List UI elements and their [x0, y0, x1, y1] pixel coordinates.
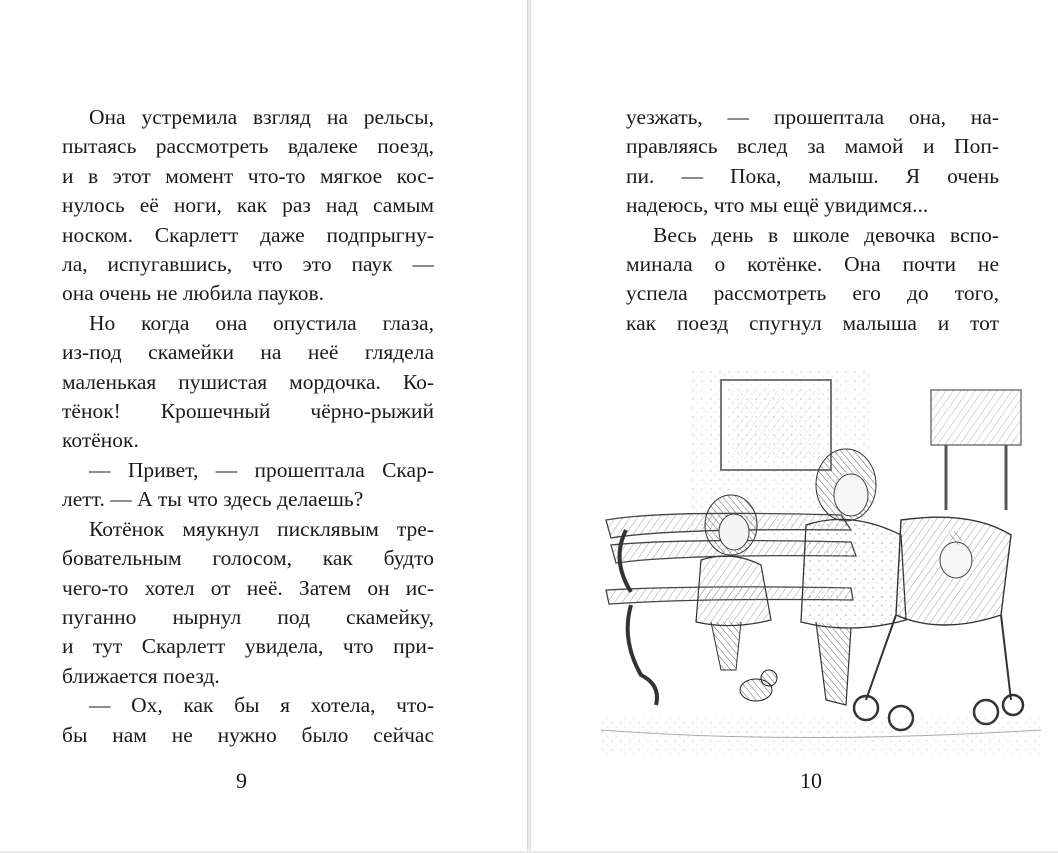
page-number-right: 10	[800, 768, 822, 793]
text-line: правляясь вслед за мамой и Поп-	[626, 134, 999, 159]
text-line: уезжать, — прошептала она, на-	[626, 105, 999, 129]
right-page-text	[626, 103, 999, 338]
text-line: маленькая пушистая мордочка. Ко-	[62, 369, 434, 394]
text-line: пи. — Пока, малыш. Я очень	[626, 163, 999, 188]
text-line: пуганно нырнул под скамейку,	[62, 604, 434, 629]
text-line: котёнок.	[62, 428, 139, 453]
text-line: ла, испугавшись, что это паук —	[62, 252, 434, 277]
text-line: Но когда она опустила глаза,	[89, 310, 434, 335]
text-line: бы нам не нужно было сейчас	[62, 722, 434, 747]
text-line: и в этот момент что-то мягкое кос-	[62, 163, 434, 188]
text-line: и тут Скарлетт увидела, что при-	[62, 634, 434, 659]
text-line: как поезд спугнул малыша и тот	[626, 310, 999, 335]
text-line: — Привет, — прошептала Скар-	[89, 457, 434, 482]
left-page-text	[62, 103, 434, 750]
text-line: успела рассмотреть его до того,	[626, 281, 999, 306]
text-line: Она устремила взгляд на рельсы,	[89, 105, 434, 129]
right-page	[530, 0, 1058, 851]
text-line: чего-то хотел от неё. Затем он ис-	[62, 575, 434, 600]
text-line: нулось её ноги, как раз над самым	[62, 193, 434, 218]
text-line: носком. Скарлетт даже подпрыгну-	[62, 222, 434, 247]
text-line: Котёнок мяукнул писклявым тре-	[89, 516, 434, 541]
left-page	[0, 0, 528, 851]
text-line: летт. — А ты что здесь делаешь?	[62, 487, 364, 512]
page-number-left: 9	[236, 768, 247, 793]
text-line: — Ох, как бы я хотела, что-	[89, 693, 434, 718]
text-line: она очень не любила пауков.	[62, 281, 325, 306]
text-line: бовательным голосом, как будто	[62, 546, 434, 571]
text-line: надеюсь, что мы ещё увидимся...	[626, 193, 929, 218]
illustration	[601, 360, 1041, 760]
text-line: тёнок! Крошечный чёрно-рыжий	[62, 399, 434, 424]
text-line: пытаясь рассмотреть вдалеке поезд,	[62, 134, 434, 159]
text-line: ближается поезд.	[62, 663, 220, 688]
text-line: минала о котёнке. Она почти не	[626, 252, 999, 277]
text-line: из-под скамейки на неё глядела	[62, 340, 434, 365]
text-line: Весь день в школе девочка вспо-	[653, 222, 999, 247]
pencil-sketch-station-bench-illustration-icon	[601, 360, 1041, 760]
